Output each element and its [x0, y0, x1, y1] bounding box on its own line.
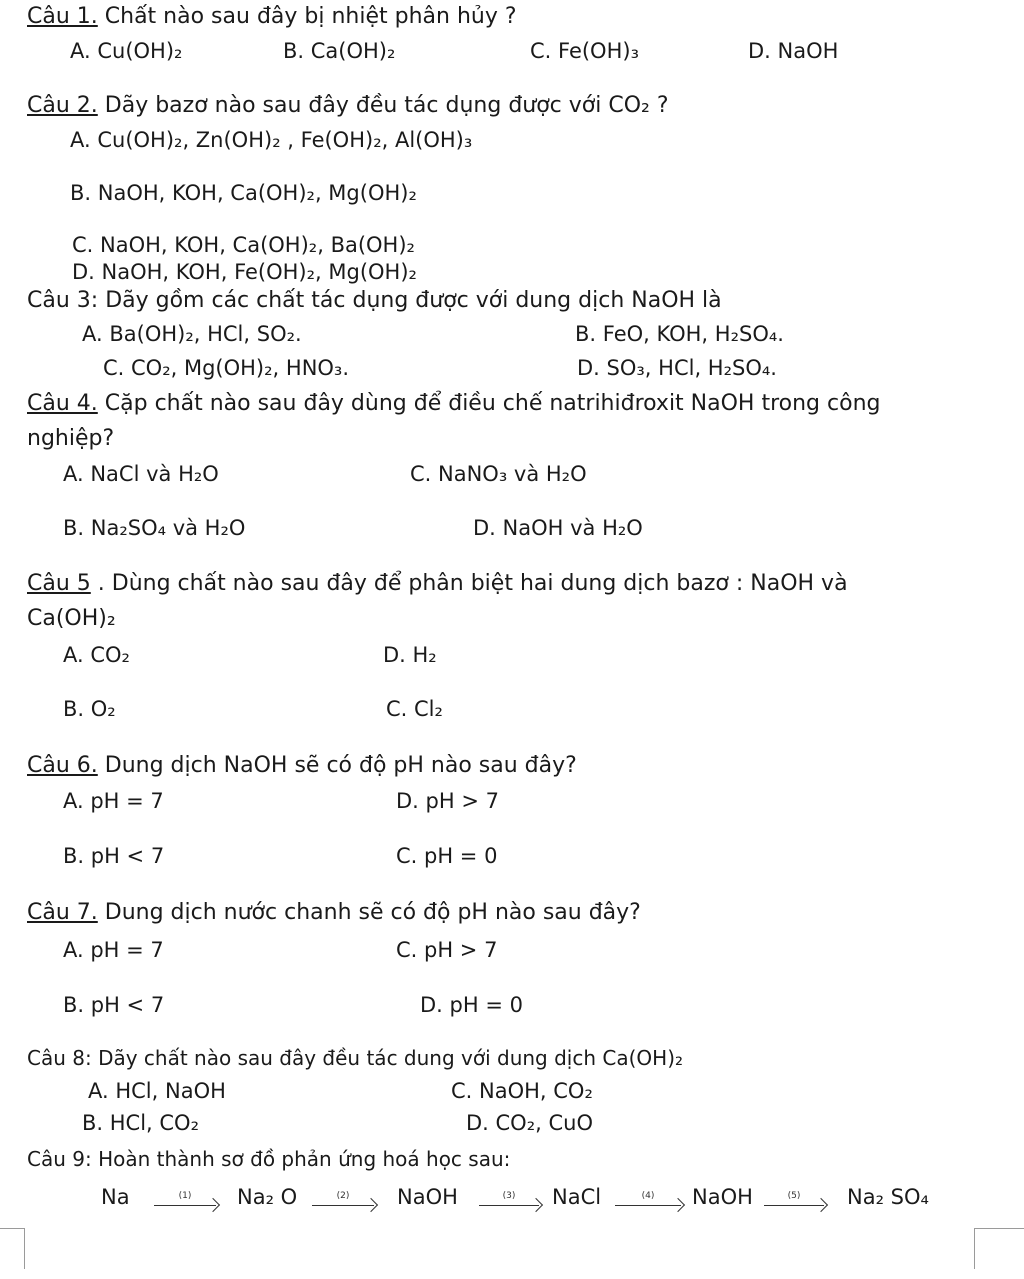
question-1-text: Chất nào sau đây bị nhiệt phân hủy ? [97, 4, 517, 29]
question-2-number: Câu 2. [27, 93, 98, 118]
question-2-text: Dãy bazơ nào sau đây đều tác dụng được với CO₂ ? [97, 93, 669, 118]
question-4-text-line2: nghiệp? [27, 426, 115, 451]
question-6 [27, 755, 577, 777]
question-8-number: Câu 8: [27, 1046, 92, 1070]
q1-option-d: D. NaOH [748, 39, 839, 63]
q4-option-c: C. NaNO₃ và H₂O [410, 462, 587, 486]
question-4 [27, 393, 880, 415]
q3-option-d: D. SO₃, HCl, H₂SO₄. [577, 356, 777, 380]
question-7-text: Dung dịch nước chanh sẽ có độ pH nào sau đây? [97, 900, 641, 925]
scheme-substance: Na₂ O [237, 1185, 298, 1209]
q7-option-d: D. pH = 0 [420, 993, 523, 1017]
q6-option-c: C. pH = 0 [396, 844, 498, 868]
reaction-arrow-4 [615, 1205, 681, 1206]
reaction-arrow-5 [764, 1205, 824, 1206]
question-1 [27, 6, 517, 28]
question-4-text: Cặp chất nào sau đây dùng để điều chế natrihiđroxit NaOH trong công [97, 391, 881, 416]
q6-option-d: D. pH > 7 [396, 789, 499, 813]
question-6-number: Câu 6. [27, 753, 98, 778]
question-3-number: Câu 3: [27, 288, 99, 313]
q1-option-b: B. Ca(OH)₂ [283, 39, 396, 63]
reaction-arrow-2 [312, 1205, 374, 1206]
q5-option-a: A. CO₂ [63, 643, 130, 667]
q2-option-d: D. NaOH, KOH, Fe(OH)₂, Mg(OH)₂ [72, 260, 417, 284]
question-8 [27, 1048, 683, 1068]
scheme-substance: NaOH [692, 1185, 753, 1209]
step-label: (1) [178, 1191, 192, 1201]
q3-option-b: B. FeO, KOH, H₂SO₄. [575, 322, 784, 346]
question-9 [27, 1149, 510, 1169]
question-8-text: Dãy chất nào sau đây đều tác dung với dung dịch Ca(OH)₂ [91, 1046, 684, 1070]
step-label: (2) [336, 1191, 350, 1201]
q4-option-d: D. NaOH và H₂O [473, 516, 643, 540]
q8-option-a: A. HCl, NaOH [88, 1079, 226, 1103]
reaction-arrow-1 [154, 1205, 216, 1206]
q1-option-a: A. Cu(OH)₂ [70, 39, 183, 63]
q5-option-c: C. Cl₂ [386, 697, 443, 721]
q3-option-a: A. Ba(OH)₂, HCl, SO₂. [82, 322, 302, 346]
question-7 [27, 902, 641, 924]
q2-option-c: C. NaOH, KOH, Ca(OH)₂, Ba(OH)₂ [72, 233, 415, 257]
q7-option-c: C. pH > 7 [396, 938, 498, 962]
question-9-number: Câu 9: [27, 1147, 92, 1171]
scheme-substance: NaOH [397, 1185, 458, 1209]
q7-option-a: A. pH = 7 [63, 938, 164, 962]
q3-option-c: C. CO₂, Mg(OH)₂, HNO₃. [103, 356, 350, 380]
q8-option-c: C. NaOH, CO₂ [451, 1079, 593, 1103]
page-corner-mark-right [974, 1228, 1024, 1269]
question-9-text: Hoàn thành sơ đồ phản ứng hoá học sau: [91, 1147, 511, 1171]
question-4-number: Câu 4. [27, 391, 98, 416]
q6-option-a: A. pH = 7 [63, 789, 164, 813]
q4-option-b: B. Na₂SO₄ và H₂O [63, 516, 246, 540]
q2-option-a: A. Cu(OH)₂, Zn(OH)₂ , Fe(OH)₂, Al(OH)₃ [70, 128, 473, 152]
question-3 [27, 290, 722, 312]
question-1-number: Câu 1. [27, 4, 98, 29]
q6-option-b: B. pH < 7 [63, 844, 165, 868]
question-5 [27, 573, 848, 595]
q2-option-b: B. NaOH, KOH, Ca(OH)₂, Mg(OH)₂ [70, 181, 417, 205]
question-3-text: Dãy gồm các chất tác dụng được với dung dịch NaOH là [98, 288, 722, 313]
q8-option-b: B. HCl, CO₂ [82, 1111, 200, 1135]
scheme-substance: NaCl [552, 1185, 602, 1209]
question-5-text: . Dùng chất nào sau đây để phân biệt hai dung dịch bazơ : NaOH và [90, 571, 848, 596]
question-7-number: Câu 7. [27, 900, 98, 925]
question-2 [27, 95, 669, 117]
question-6-text: Dung dịch NaOH sẽ có độ pH nào sau đây? [97, 753, 577, 778]
q4-option-a: A. NaCl và H₂O [63, 462, 219, 486]
q7-option-b: B. pH < 7 [63, 993, 165, 1017]
question-5-text-line2: Ca(OH)₂ [27, 606, 116, 631]
reaction-arrow-3 [479, 1205, 539, 1206]
page-corner-mark-left [0, 1228, 25, 1269]
scheme-substance: Na [101, 1185, 130, 1209]
q1-option-c: C. Fe(OH)₃ [530, 39, 639, 63]
question-5-number: Câu 5 [27, 571, 91, 596]
q5-option-b: B. O₂ [63, 697, 116, 721]
q8-option-d: D. CO₂, CuO [466, 1111, 593, 1135]
step-label: (4) [641, 1191, 655, 1201]
step-label: (3) [502, 1191, 516, 1201]
step-label: (5) [787, 1191, 801, 1201]
scheme-substance: Na₂ SO₄ [847, 1185, 929, 1209]
q5-option-d: D. H₂ [383, 643, 437, 667]
